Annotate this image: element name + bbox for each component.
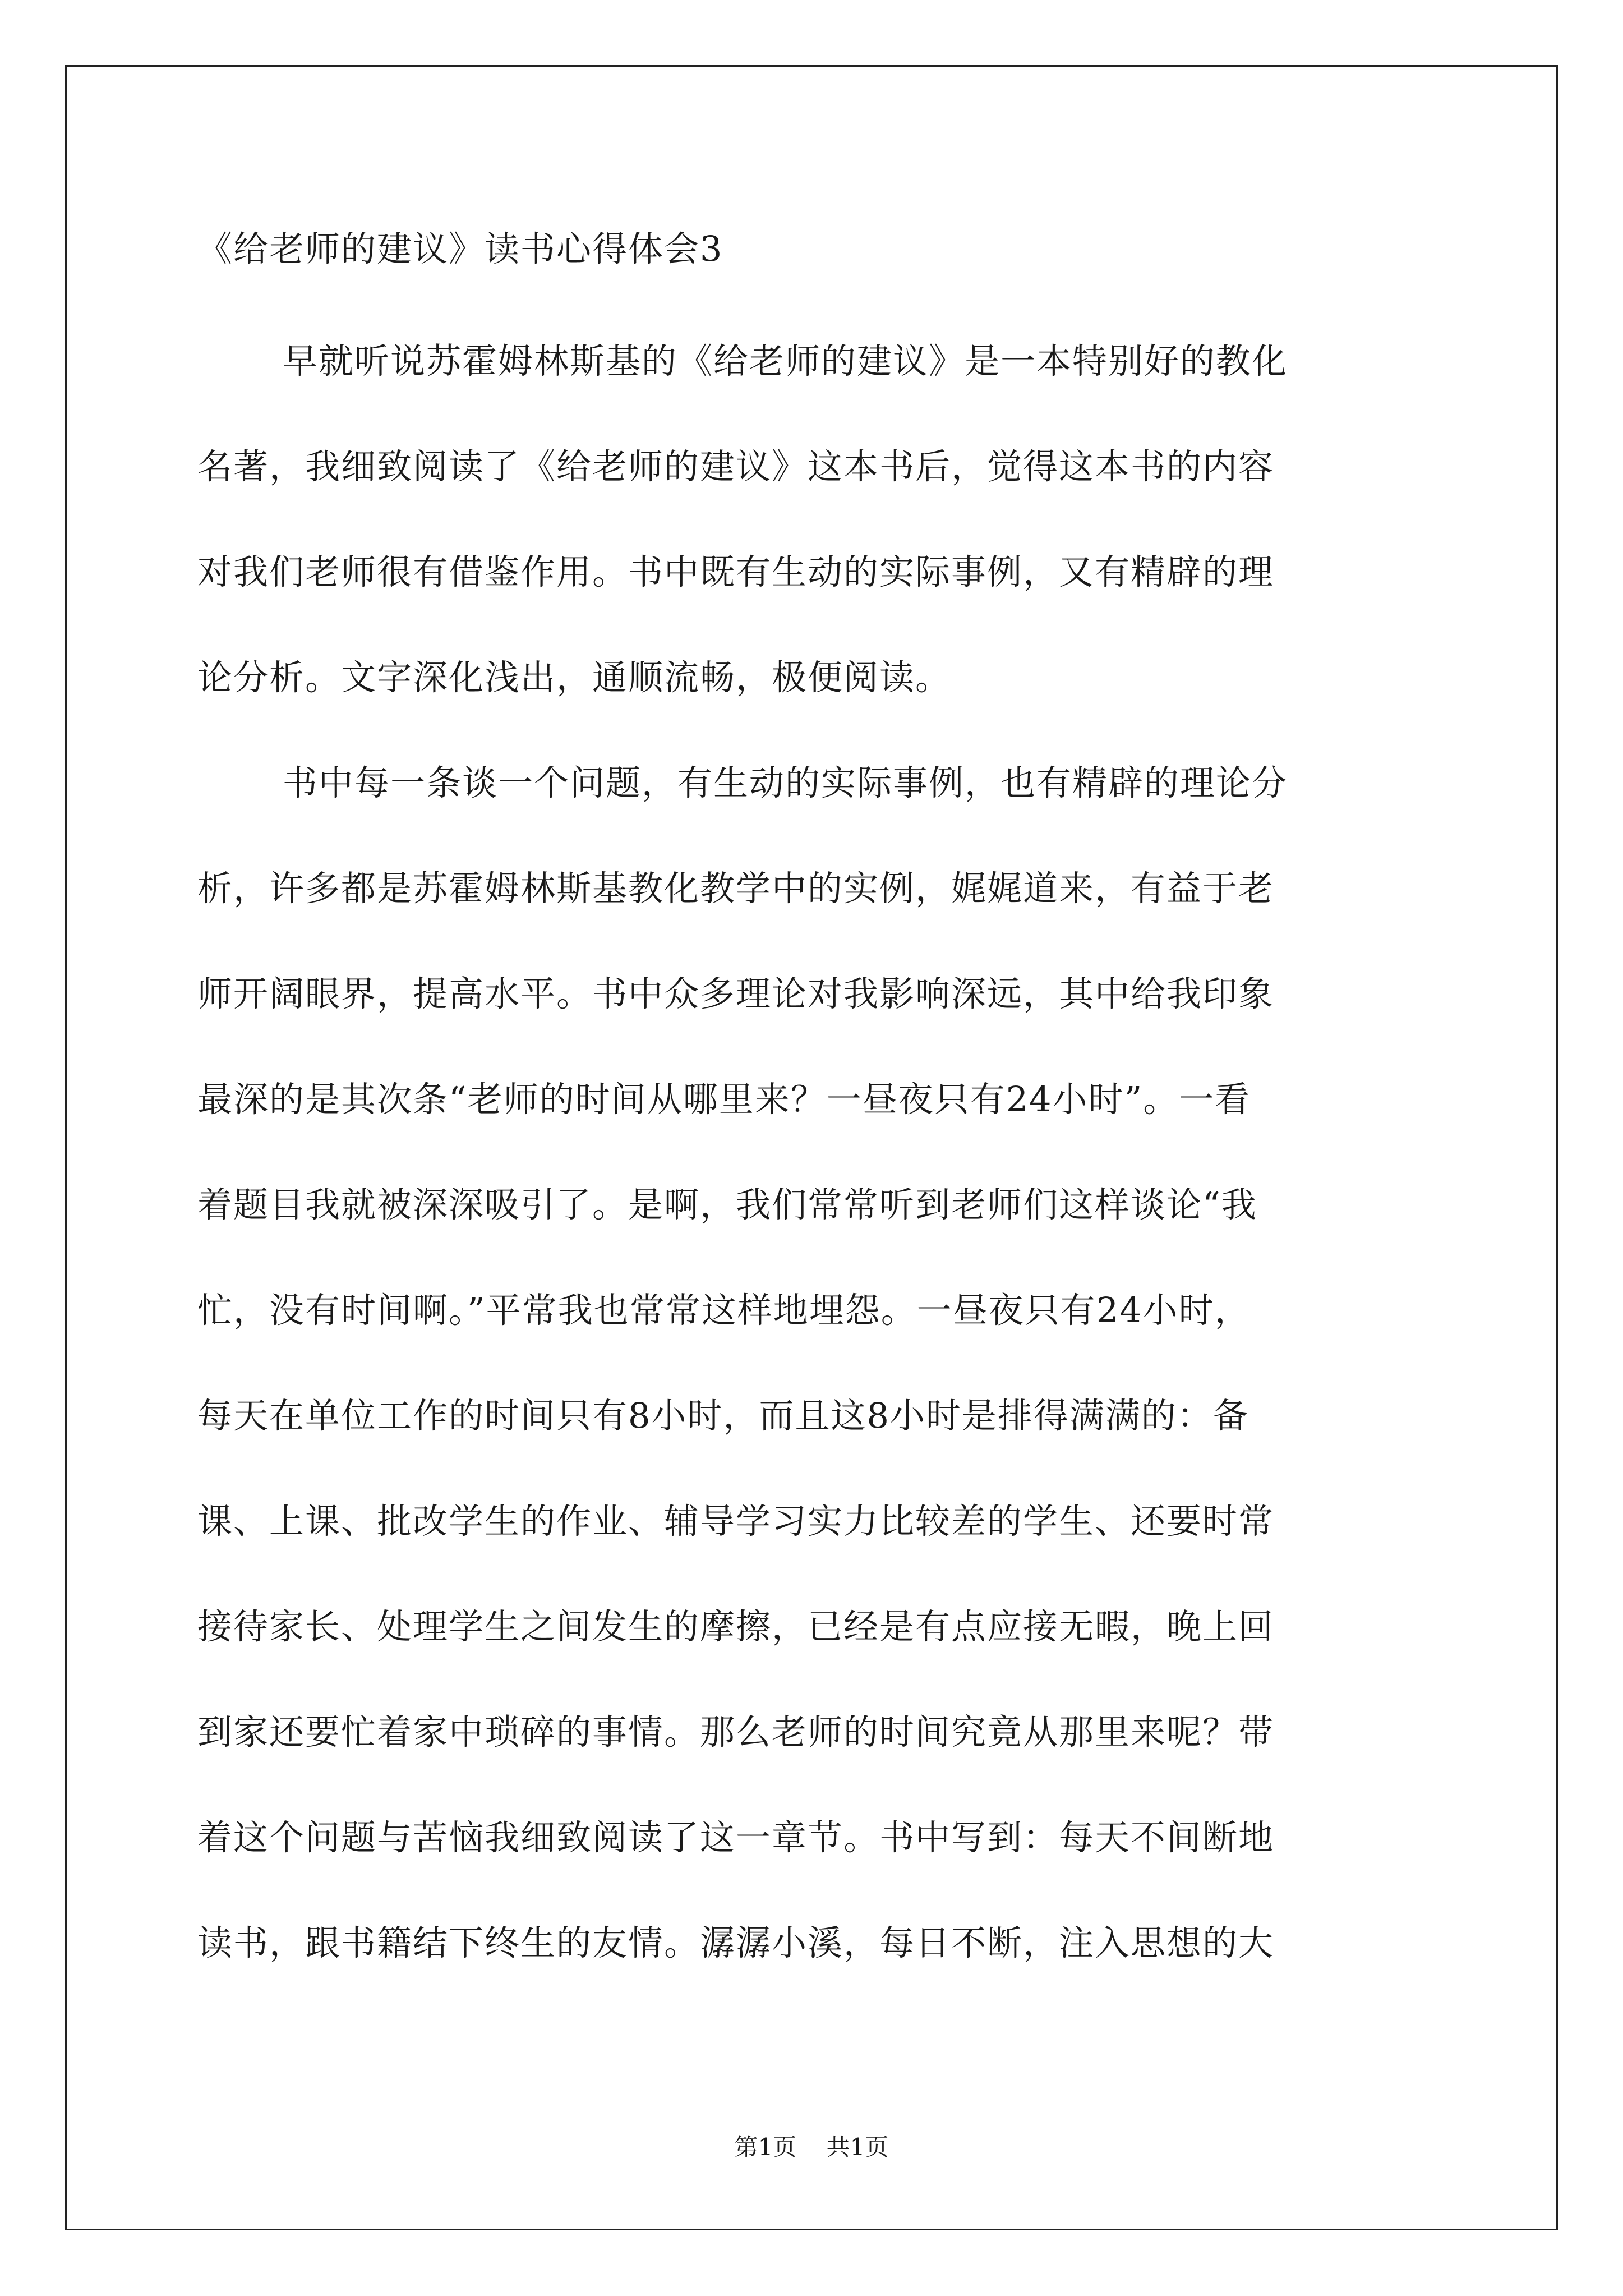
- paragraph-2-line-2: 析，许多都是苏霍姆林斯基教化教学中的实例，娓娓道来，有益于老: [197, 868, 1275, 909]
- page-total: 共1页: [826, 2133, 889, 2161]
- page-number: 第1页: [734, 2133, 797, 2161]
- paragraph-2-line-11: 着这个问题与苦恼我细致阅读了这一章节。书中写到：每天不间断地: [197, 1817, 1275, 1858]
- paragraph-2-line-3: 师开阔眼界，提高水平。书中众多理论对我影响深远，其中给我印象: [197, 973, 1275, 1014]
- paragraph-1-line-2: 名著，我细致阅读了《给老师的建议》这本书后，觉得这本书的内容: [197, 446, 1275, 487]
- paragraph-2-line-7: 每天在单位工作的时间只有8小时，而且这8小时是排得满满的：备: [197, 1395, 1249, 1436]
- paragraph-2-line-10: 到家还要忙着家中琐碎的事情。那么老师的时间究竟从那里来呢？带: [197, 1711, 1275, 1752]
- page-footer: [0, 2132, 1623, 2163]
- page-border: [65, 65, 1558, 2230]
- paragraph-2-line-1: 书中每一条谈一个问题，有生动的实际事例，也有精辟的理论分: [283, 762, 1288, 803]
- paragraph-2-line-8: 课、上课、批改学生的作业、辅导学习实力比较差的学生、还要时常: [197, 1501, 1275, 1542]
- paragraph-2-line-4: 最深的是其次条“老师的时间从哪里来？一昼夜只有24小时”。一看: [197, 1079, 1251, 1120]
- paragraph-2-line-6: 忙，没有时间啊。”平常我也常常这样地埋怨。一昼夜只有24小时，: [197, 1290, 1251, 1331]
- paragraph-2-line-12: 读书，跟书籍结下终生的友情。潺潺小溪，每日不断，注入思想的大: [197, 1922, 1275, 1963]
- paragraph-1-line-4: 论分析。文字深化浅出，通顺流畅，极便阅读。: [197, 657, 952, 698]
- paragraph-2-line-5: 着题目我就被深深吸引了。是啊，我们常常听到老师们这样谈论“我: [197, 1184, 1257, 1225]
- document-title: 《给老师的建议》读书心得体会3: [197, 228, 723, 269]
- paragraph-2-line-9: 接待家长、处理学生之间发生的摩擦，已经是有点应接无暇，晚上回: [197, 1606, 1275, 1647]
- paragraph-1-line-1: 早就听说苏霍姆林斯基的《给老师的建议》是一本特别好的教化: [283, 341, 1288, 381]
- paragraph-1-line-3: 对我们老师很有借鉴作用。书中既有生动的实际事例，又有精辟的理: [197, 551, 1275, 592]
